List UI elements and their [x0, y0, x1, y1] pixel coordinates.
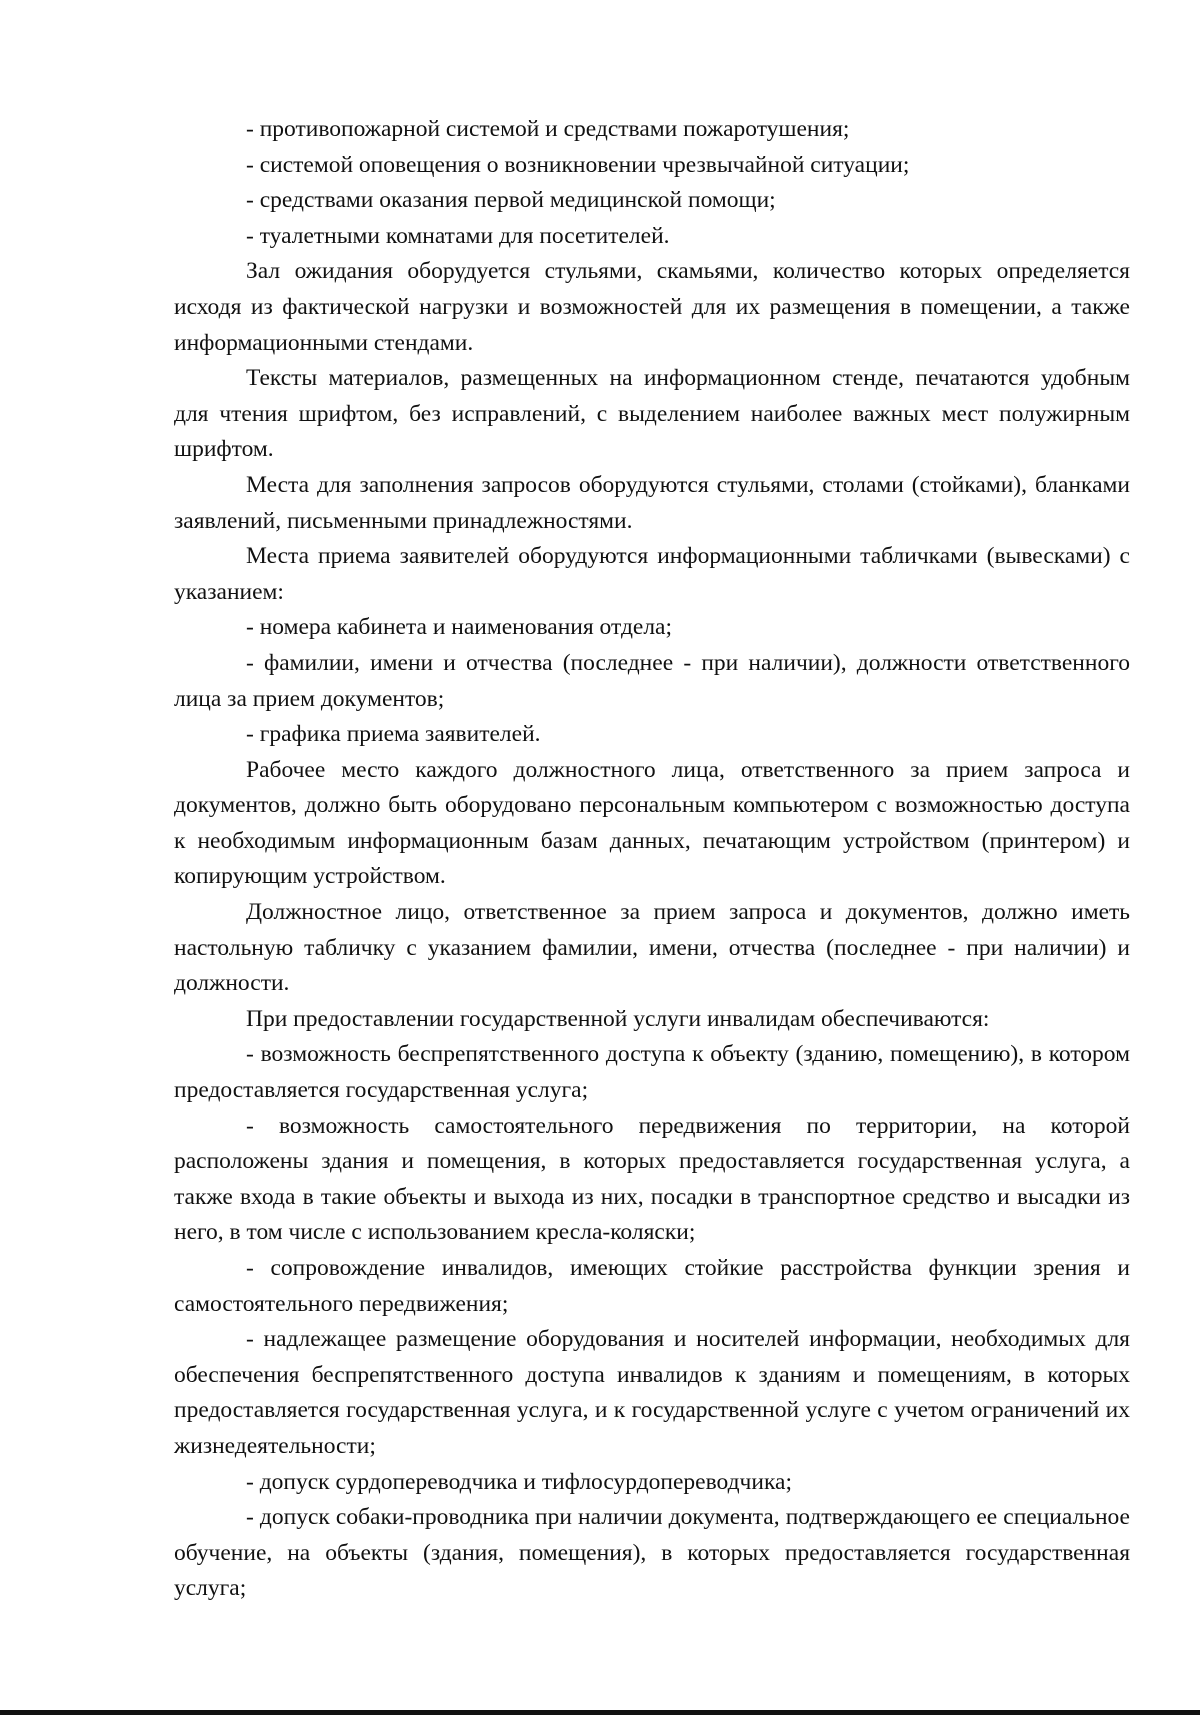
paragraph-sign-interpreter: - допуск сурдопереводчика и тифлосурдопереводчика; [246, 1468, 792, 1495]
paragraph-independent-movement: - возможность самостоятельного передвижения по территории, на которой расположены здания и помещения, в которых предоставляется государственная услуга, а также входа в такие объекты и выхода из них, посадки в транспортное средство и высадки из него, в том числе с использованием кресла-коляски; [174, 1112, 1130, 1246]
paragraph-reception-places: Места приема заявителей оборудуются информационными табличками (вывесками) с указанием: [174, 543, 1130, 605]
paragraph-schedule: - графика приема заявителей. [246, 721, 541, 748]
paragraph-first-aid: - средствами оказания первой медицинской помощи; [246, 187, 776, 214]
paragraph-desk-plate: Должностное лицо, ответственное за прием запроса и документов, должно иметь настольную табличку с указанием фамилии, имени, отчества (последнее - при наличии) и должности. [174, 899, 1130, 997]
paragraph-responsible-person: - фамилии, имени и отчества (последнее - при наличии), должности ответственного лица за прием документов; [174, 649, 1130, 712]
paragraph-unobstructed-access: - возможность беспрепятственного доступа к объекту (зданию, помещению), в котором предоставляется государственная услуга; [174, 1041, 1130, 1104]
paragraph-workplace: Рабочее место каждого должностного лица, ответственного за прием запроса и документов, должно быть оборудовано персональным компьютером с возможностью доступа к необходимым информационным базам данных, печатающим устройством (принтером) и копирующим устройством. [174, 756, 1130, 890]
paragraph-request-places: Места для заполнения запросов оборудуются стульями, столами (стойками), бланками заявлений, письменными принадлежностями. [174, 471, 1130, 534]
bottom-border-line [0, 1710, 1200, 1715]
paragraph-equipment-placement: - надлежащее размещение оборудования и носителей информации, необходимых для обеспечения беспрепятственного доступа инвалидов к зданиям и помещениям, в которых предоставляется государственная услуга, и к государственной услуге с учетом ограничений их жизнедеятельности; [174, 1326, 1130, 1459]
paragraph-warning-system: - системой оповещения о возникновении чрезвычайной ситуации; [246, 151, 910, 178]
paragraph-disabled-intro: При предоставлении государственной услуги инвалидам обеспечиваются: [246, 1005, 990, 1032]
paragraph-fire-safety: - противопожарной системой и средствами пожаротушения; [246, 116, 850, 142]
paragraph-stand-texts: Тексты материалов, размещенных на информационном стенде, печатаются удобным для чтения шрифтом, без исправлений, с выделением наиболее важных мест полужирным шрифтом. [174, 365, 1130, 463]
paragraph-guide-dog: - допуск собаки-проводника при наличии документа, подтверждающего ее специальное обучение, на объекты (здания, помещения), в которых предоставляется государственная услуга; [174, 1504, 1130, 1602]
paragraph-toilets: - туалетными комнатами для посетителей. [246, 222, 670, 249]
paragraph-room-number: - номера кабинета и наименования отдела; [246, 614, 673, 641]
paragraph-escort: - сопровождение инвалидов, имеющих стойкие расстройства функции зрения и самостоятельного передвижения; [174, 1255, 1130, 1317]
document-body [174, 112, 1130, 1607]
paragraph-waiting-hall: Зал ожидания оборудуется стульями, скамьями, количество которых определяется исходя из фактической нагрузки и возможностей для их размещения в помещении, а также информационными стендами. [174, 258, 1130, 356]
